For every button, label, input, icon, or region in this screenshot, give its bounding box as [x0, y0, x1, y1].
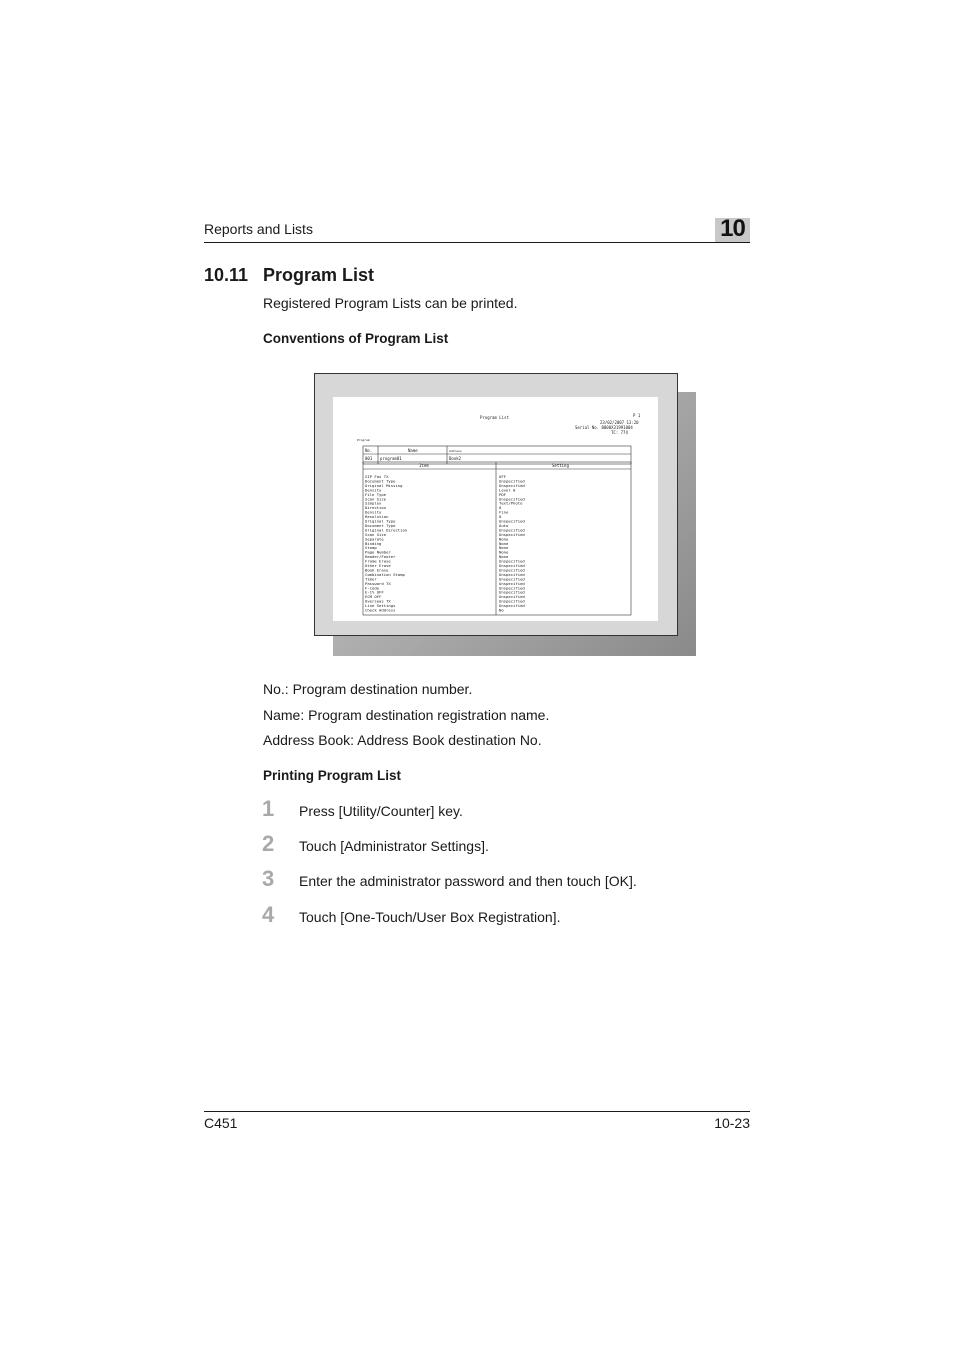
row-name: program01 [380, 456, 402, 461]
report-item: Binding [365, 540, 382, 546]
report-item: Overseas TX [365, 598, 391, 604]
report-item: F-code [365, 585, 380, 591]
report-item: Scan Size [365, 496, 387, 502]
report-setting: Unspecified [499, 518, 525, 524]
report-setting: None [499, 536, 509, 542]
report-setting: Unspecified [499, 567, 525, 573]
report-item: Header/Footer [365, 554, 396, 560]
report-bottom-table [363, 462, 631, 615]
step-number: 4 [262, 902, 275, 927]
report-setting: None [499, 545, 509, 551]
report-setting: No [499, 607, 504, 613]
report-setting: OFF [499, 474, 507, 479]
running-header: Reports and Lists [204, 221, 313, 237]
report-item: Page Number [365, 549, 391, 555]
col-name: Name [408, 448, 418, 453]
report-item: Scan Size [365, 531, 387, 537]
step-text: Enter the administrator password and then touch [OK]. [299, 873, 637, 889]
step-text: Press [Utility/Counter] key. [299, 803, 463, 819]
section-title [204, 265, 374, 286]
report-setting: Unspecified [499, 594, 525, 600]
col-setting: Setting [552, 463, 569, 468]
report-setting: 0 [499, 505, 502, 511]
report-serial: Serial No. B000X31991004 [575, 425, 633, 430]
report-item: Separate [365, 536, 384, 542]
intro-text: Registered Program Lists can be printed. [263, 295, 518, 311]
report-setting: Unspecified [499, 558, 525, 564]
report-item: File Type [365, 491, 387, 497]
definition-no: No.: Program destination number. [263, 681, 473, 697]
report-item: E-1% OFF [365, 589, 384, 595]
report-item: Timer [365, 576, 377, 582]
row-no: 001 [365, 456, 373, 461]
printing-heading: Printing Program List [263, 768, 402, 783]
report-setting: Fine [499, 509, 509, 515]
report-item: Density [365, 487, 382, 493]
report-tc: TC: 774 [611, 430, 628, 435]
report-setting: Unspecified [499, 589, 525, 595]
report-setting: Unspecified [499, 478, 525, 484]
section-number: 10.11 [204, 265, 249, 285]
report-setting: Unspecified [499, 571, 525, 577]
report-setting: None [499, 540, 509, 546]
report-setting: None [499, 554, 509, 560]
report-setting: Unspecified [499, 563, 525, 568]
report-setting: None [499, 549, 509, 555]
conventions-heading: Conventions of Program List [263, 331, 449, 346]
report-top-table [363, 446, 631, 464]
footer-rule [204, 1111, 750, 1112]
report-item: Simplex [365, 500, 382, 506]
report-item: Frame Erase [365, 558, 391, 564]
report-item: ECM OFF [365, 594, 382, 600]
report-setting: Unspecified [499, 531, 525, 537]
footer-page-number: 10-23 [714, 1115, 750, 1131]
report-setting: Unspecified [499, 598, 525, 604]
step-number: 1 [262, 796, 275, 821]
report-item: Document Type [365, 478, 396, 484]
report-title: Program List [480, 415, 509, 420]
header-rule [204, 242, 750, 243]
report-setting: Unspecified [499, 580, 525, 586]
col-item: Item [419, 463, 429, 468]
report-item: Original Missing [365, 482, 403, 488]
step-number: 3 [262, 866, 275, 891]
report-item: Line Settings [365, 603, 396, 609]
report-item: Stamp [365, 545, 377, 551]
report-item: Password TX [365, 580, 391, 586]
report-setting: Unspecified [499, 585, 525, 591]
step-number: 2 [262, 831, 275, 856]
report-item: Resolution [365, 514, 389, 520]
chapter-number: 10 [720, 215, 745, 242]
report-setting: Unspecified [499, 576, 525, 582]
report-item: Direction [365, 505, 387, 511]
definition-name: Name: Program destination registration name. [263, 707, 550, 723]
report-setting: Unspecified [499, 527, 525, 533]
row-address: Book2 [449, 456, 462, 461]
col-no: No. [365, 448, 373, 453]
definition-address-book: Address Book: Address Book destination No. [263, 732, 542, 748]
section-title-text: Program List [263, 265, 375, 285]
report-item: Density [365, 509, 382, 515]
report-setting: Text/Photo [499, 500, 523, 506]
report-setting: Unspecified [499, 603, 525, 609]
report-setting: Level 0 [499, 487, 516, 493]
report-setting: 0 [499, 514, 502, 520]
report-setting: PDF [499, 491, 507, 497]
report-item: Check Address [365, 607, 396, 613]
report-page: P 1 [633, 413, 641, 418]
step-text: Touch [Administrator Settings]. [299, 838, 489, 854]
report-date: 23/02/2007 13:20 [600, 420, 639, 425]
report-item: Document Type [365, 523, 396, 528]
footer-model: C451 [204, 1115, 238, 1131]
report-item: SIP Fax TX [365, 474, 389, 479]
report-setting: Unspecified [499, 482, 525, 488]
report-item: Original Direction [365, 527, 408, 533]
report-setting: Auto [499, 523, 509, 528]
report-item: Book Erase [365, 567, 389, 573]
report-item: Original Type [365, 518, 396, 524]
program-list-sample [333, 397, 658, 621]
program-list-report [333, 397, 658, 621]
report-setting: Unspecified [499, 496, 525, 502]
col-address: Address [449, 449, 462, 453]
report-item: Combination Stamp [365, 571, 405, 577]
report-item: Other Erase [365, 563, 391, 568]
step-text: Touch [One-Touch/User Box Registration]. [299, 909, 561, 925]
report-top-label: Program [357, 438, 370, 442]
